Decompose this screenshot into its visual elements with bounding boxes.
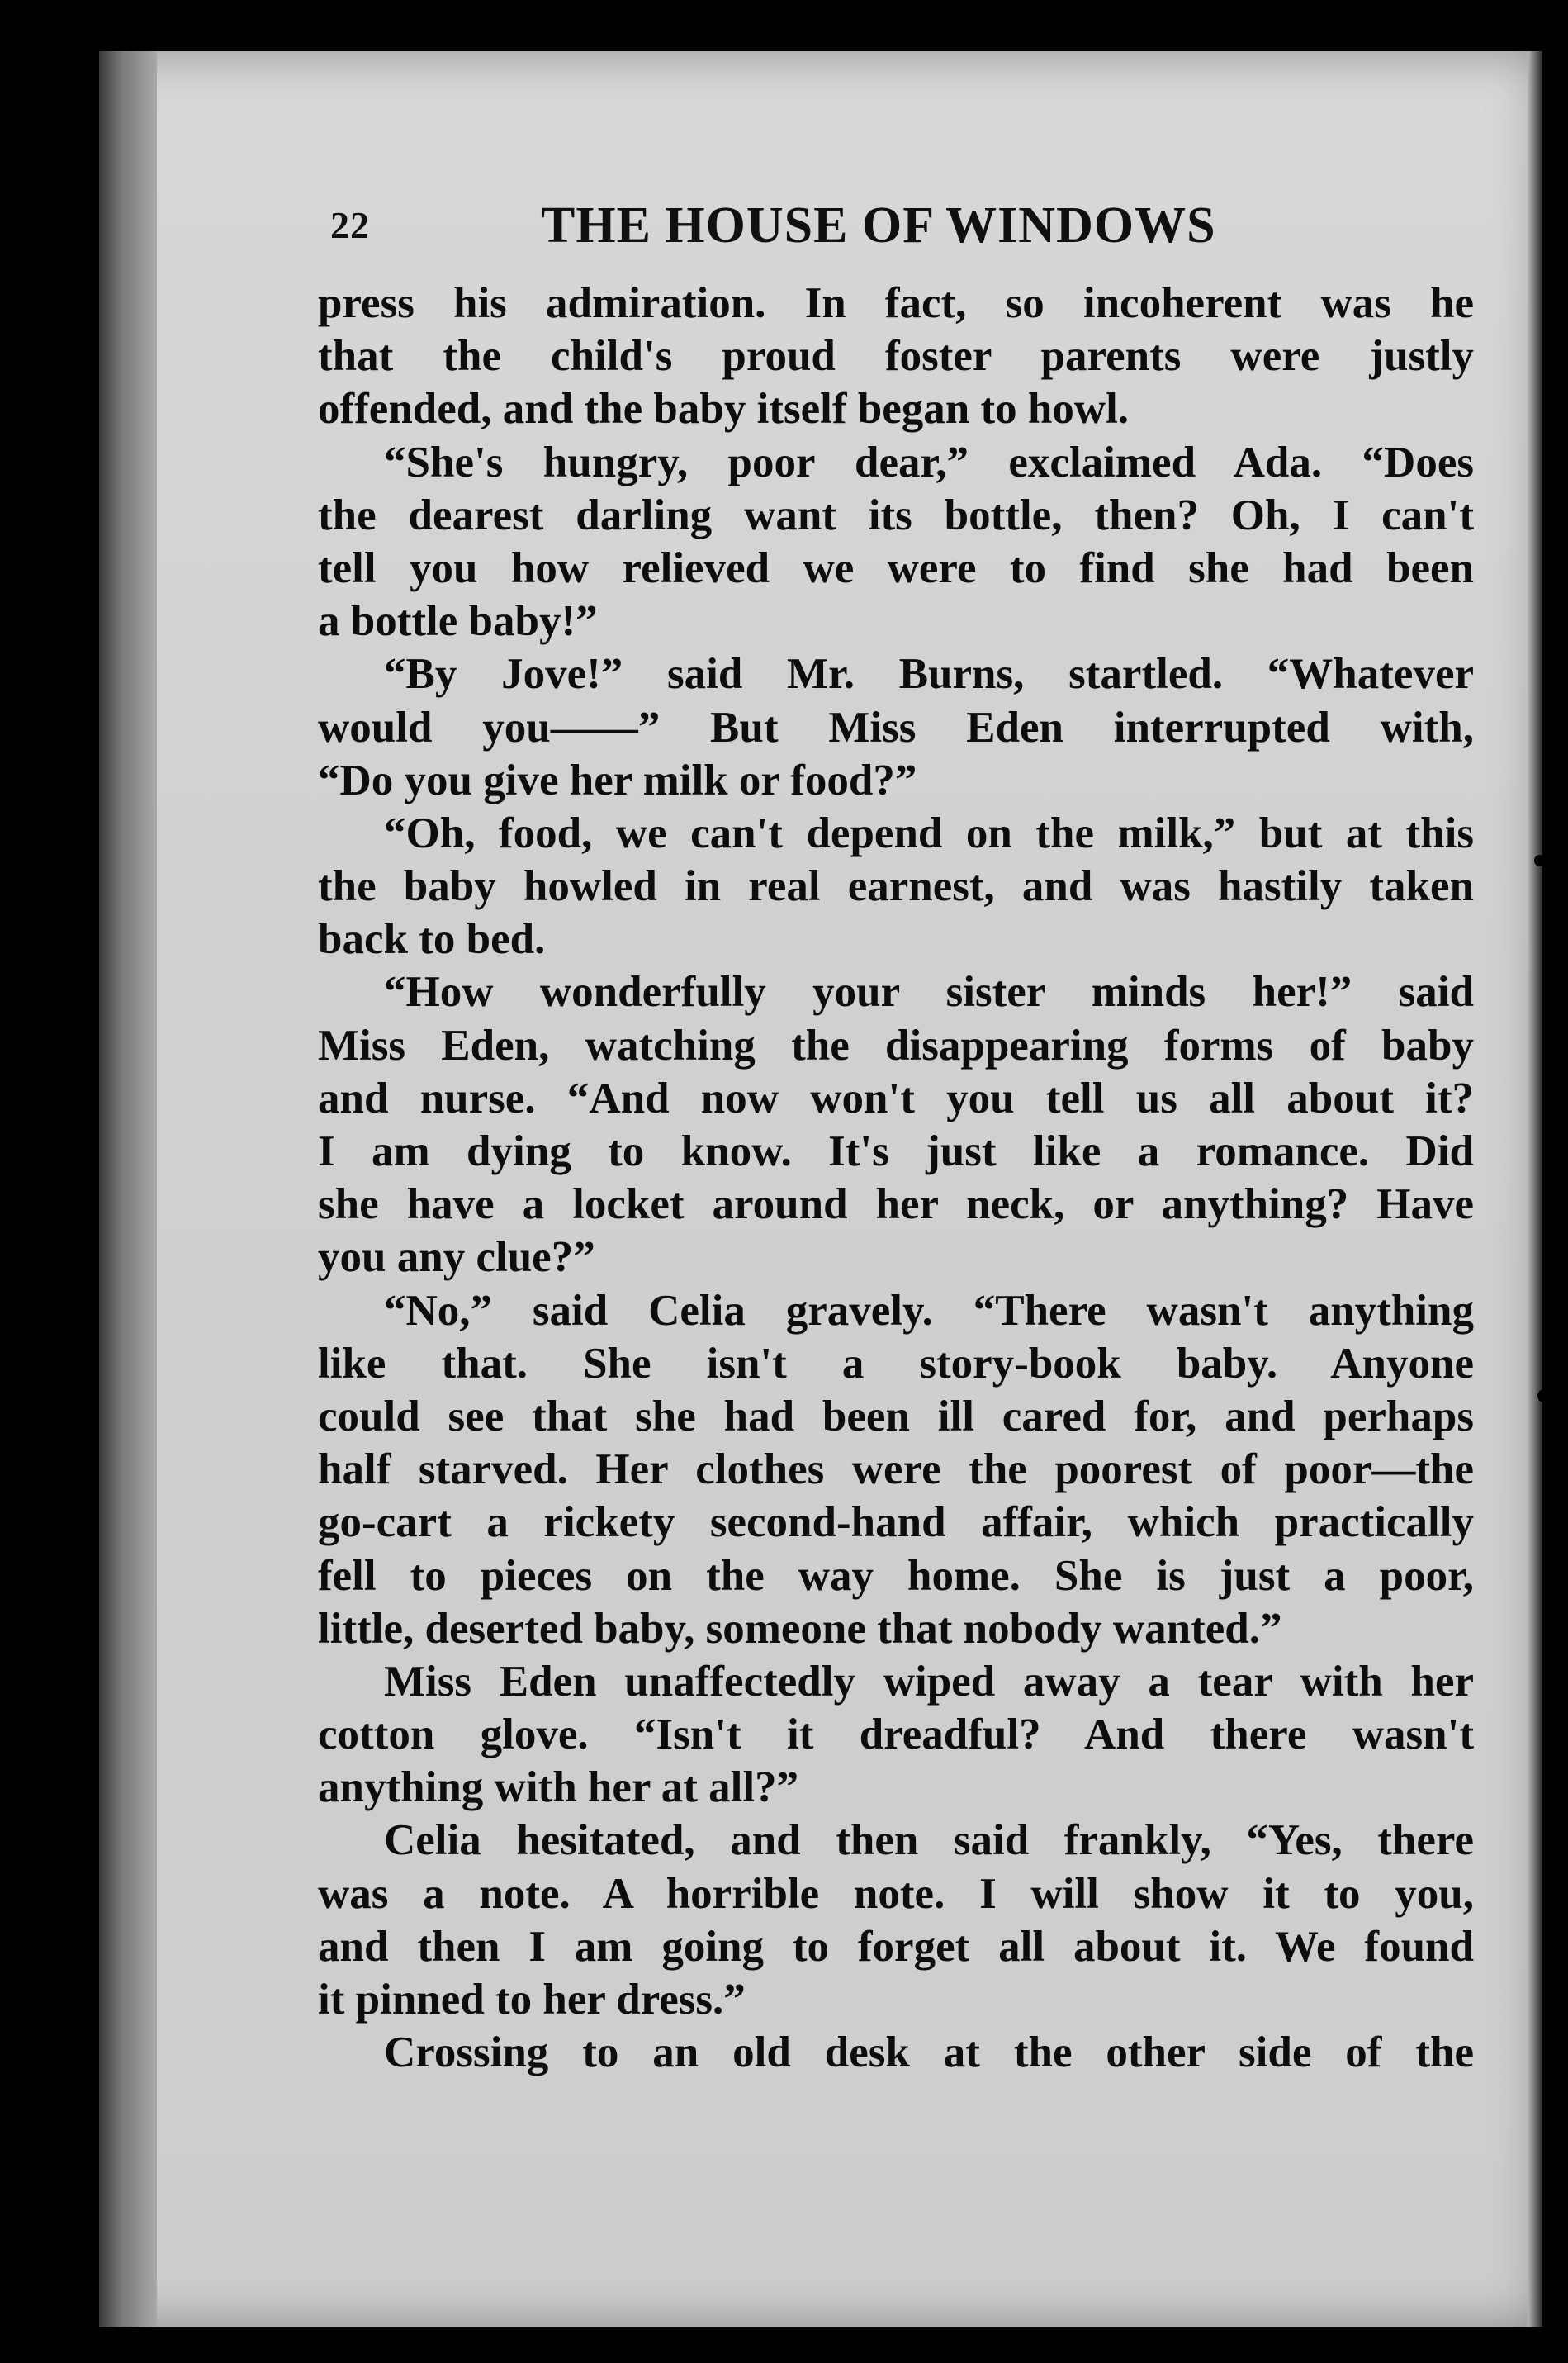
running-title: THE HOUSE OF WINDOWS xyxy=(541,197,1216,254)
text-line: cotton glove. “Isn't it dreadful? And there wasn't xyxy=(318,1711,1474,1759)
text-line: could see that she had been ill cared for, and perhaps xyxy=(318,1392,1474,1440)
scan-speck xyxy=(1534,855,1546,866)
text-line: Crossing to an old desk at the other side of the xyxy=(384,2028,1474,2077)
text-line: and nurse. “And now won't you tell us all about it? xyxy=(318,1074,1474,1122)
text-line: “Oh, food, we can't depend on the milk,” but at this xyxy=(384,809,1474,857)
text-line: little, deserted baby, someone that nobody wanted.” xyxy=(318,1604,1282,1653)
text-line: like that. She isn't a story-book baby. Anyone xyxy=(318,1339,1474,1388)
text-line: “How wonderfully your sister minds her!” said xyxy=(384,968,1474,1017)
text-line: tell you how relieved we were to find she had been xyxy=(318,543,1474,592)
body-text xyxy=(318,277,1474,2079)
text-line: “No,” said Celia gravely. “There wasn't anything xyxy=(384,1286,1474,1335)
text-line: offended, and the baby itself began to howl. xyxy=(318,385,1130,434)
text-line: “She's hungry, poor dear,” exclaimed Ada. “Does xyxy=(384,438,1474,486)
text-line: would you——” But Miss Eden interrupted with, xyxy=(318,703,1474,752)
page-edge xyxy=(1528,51,1542,2327)
text-line: Miss Eden unaffectedly wiped away a tear with her xyxy=(384,1657,1474,1706)
text-line: and then I am going to forget all about it. We found xyxy=(318,1922,1474,1971)
text-line: anything with her at all?” xyxy=(318,1763,799,1812)
text-line: the dearest darling want its bottle, then? Oh, I can't xyxy=(318,491,1474,539)
text-line: back to bed. xyxy=(318,915,546,964)
page-gutter-shadow xyxy=(99,51,157,2327)
text-line: the baby howled in real earnest, and was hastily taken xyxy=(318,862,1474,911)
text-line: “By Jove!” said Mr. Burns, startled. “Whatever xyxy=(384,650,1474,699)
text-line: that the child's proud foster parents were justly xyxy=(318,332,1474,381)
text-line: half starved. Her clothes were the poorest of poor—the xyxy=(318,1445,1474,1494)
scan-speck xyxy=(1537,1389,1551,1402)
text-line: Miss Eden, watching the disappearing forms of baby xyxy=(318,1021,1474,1070)
running-header xyxy=(330,197,1470,263)
text-line: go-cart a rickety second-hand affair, which practically xyxy=(318,1498,1474,1547)
text-line: she have a locket around her neck, or anything? Have xyxy=(318,1180,1474,1229)
text-line: Celia hesitated, and then said frankly, “Yes, there xyxy=(384,1816,1474,1865)
text-line: press his admiration. In fact, so incoherent was he xyxy=(318,279,1474,327)
text-line: “Do you give her milk or food?” xyxy=(318,756,917,804)
text-line: a bottle baby!” xyxy=(318,597,598,646)
text-line: it pinned to her dress.” xyxy=(318,1976,746,2024)
scan-speck xyxy=(1516,15,1539,38)
text-line: I am dying to know. It's just like a romance. Did xyxy=(318,1127,1474,1175)
text-line: fell to pieces on the way home. She is just a poor, xyxy=(318,1551,1474,1600)
text-line: you any clue?” xyxy=(318,1233,595,1282)
text-line: was a note. A horrible note. I will show it to you, xyxy=(318,1869,1474,1918)
page-number: 22 xyxy=(330,204,370,246)
